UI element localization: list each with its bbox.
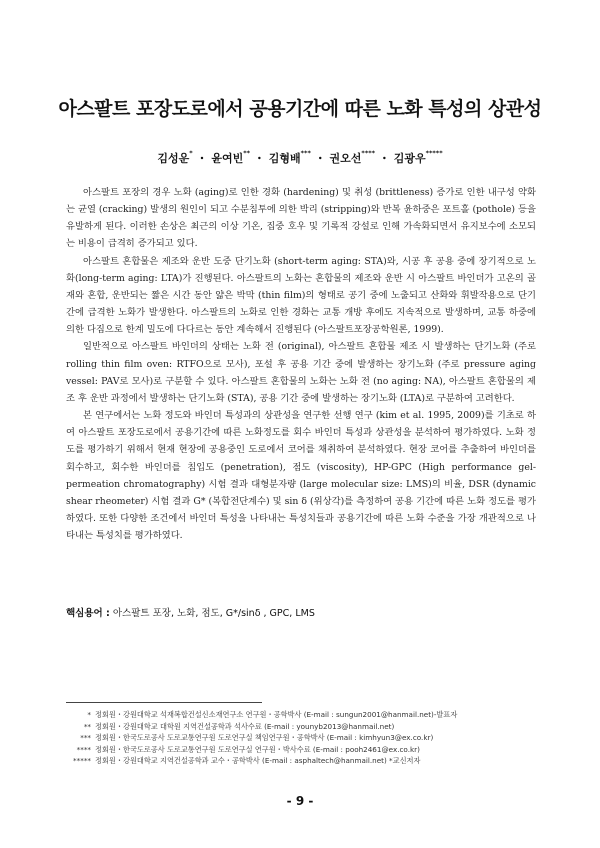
author-name: 김성운 bbox=[157, 152, 190, 165]
footnote-mark: * bbox=[87, 710, 91, 719]
footnote bbox=[66, 732, 546, 744]
footnote bbox=[66, 755, 546, 767]
author-separator: ・ bbox=[196, 152, 208, 165]
author-separator: ・ bbox=[253, 152, 265, 165]
footnotes bbox=[66, 709, 546, 767]
page-number: - 9 - bbox=[286, 794, 314, 808]
author-mark: ** bbox=[243, 149, 251, 157]
footnote-mark: **** bbox=[76, 744, 91, 754]
author-mark: **** bbox=[361, 149, 376, 157]
footnote-text: 정회원・강원대학교 대학원 지역건설공학과 석사수료 (E-mail : younyb2013@hanmail.net) bbox=[95, 721, 395, 731]
author-name: 김형배 bbox=[268, 152, 301, 165]
author-name: 윤여빈 bbox=[211, 152, 244, 165]
footnote bbox=[66, 709, 546, 721]
author-separator: ・ bbox=[314, 152, 326, 165]
keywords bbox=[66, 605, 536, 619]
body-paragraph: 본 연구에서는 노화 정도와 바인더 특성과의 상관성을 연구한 선행 연구 (kim et al. 1995, 2009)를 기초로 하여 아스팔트 포장도로에서 공용기간에 따른 노화정도를 회수 바인더 특성과 상관성을 분석하여 평가하였다. 노화 정도를 평가하기 위해서 현재 현장에 공용중인 도로에서 코어를 채취하여 분석하였다. 현장 코어를 추출하여 바인더를 회수하고, 회수한 바인더를 침입도 (penetration), 점도 (viscosity), HP-GPC (High performance gel-permeation chromatography) 시험 결과 대형분자량 (large molecular size: LMS)의 비율, DSR (dynamic shear rheometer) 시험 결과 G* (복합전단계수) 및 sin δ (위상각)를 측정하여 공용 기간에 따른 노화 정도를 평가하였다. 또한 다양한 조건에서 바인더 특성을 나타내는 특성치들과 공용기간에 따른 노화 수준을 가장 개관적으로 나타내는 특성치를 평가하였다. bbox=[66, 410, 536, 542]
footnote-mark: ***** bbox=[73, 756, 91, 766]
author-separator: ・ bbox=[378, 152, 390, 165]
body-paragraph: 일반적으로 아스팔트 바인더의 상태는 노화 전 (original), 아스팔트 혼합물 제조 시 발생하는 단기노화 (주로 rolling thin film oven: RTFO으로 모사), 포설 후 공용 기간 중에 발생하는 장기노화 (주로 pressure aging vessel: PAV로 모사)로 구분할 수 있다. 아스팔트 혼합물의 노화는 노화 전 (no aging: NA), 아스팔트 혼합물의 제조 후 운반 과정에서 발생하는 단기노화 (STA), 공용 기간 중에 발생하는 장기노화 (LTA)로 구분하여 고려한다. bbox=[66, 341, 536, 404]
keywords-label: 핵심용어 : bbox=[66, 608, 110, 619]
abstract-body bbox=[66, 184, 536, 544]
author-name: 김광우 bbox=[393, 152, 426, 165]
body-paragraph: 아스팔트 혼합물은 제조와 운반 도중 단기노화 (short-term aging: STA)와, 시공 후 공용 중에 장기적으로 노화(long-term aging: LTA)가 진행된다. 아스팔트의 노화는 혼합물의 제조와 운반 시 아스팔트 바인더가 고온의 골재와 혼합, 운반되는 짧은 시간 동안 얇은 박막 (thin film)의 형태로 공기 중에 노출되고 산화와 휘발작용으로 단기간에 급격한 노화가 발생한다. 아스팔트의 노화로 인한 경화는 교통 개방 후에도 지속적으로 발생하며, 교통 하중에 의한 다짐으로 한계 밀도에 다다르는 동안 계속해서 진행된다 (아스팔트포장공학원론, 1999). bbox=[66, 255, 536, 336]
author-mark: *** bbox=[300, 149, 311, 157]
footnote bbox=[66, 721, 546, 733]
footnote-text: 정회원・한국도로공사 도로교통연구원 도로연구실 책임연구원・공학박사 (E-mail : kimhyun3@ex.co.kr) bbox=[95, 733, 434, 743]
footnote-mark: ** bbox=[83, 721, 91, 731]
footnote-mark: *** bbox=[80, 733, 91, 743]
author-list bbox=[0, 150, 600, 166]
author-name: 권오선 bbox=[329, 152, 362, 165]
footnote-divider bbox=[66, 702, 262, 703]
footnote-text: 정회원・한국도로공사 도로교통연구원 도로연구실 연구원・박사수료 (E-mail : pooh2461@ex.co.kr) bbox=[95, 744, 420, 754]
footnote-text: 정회원・강원대학교 지역건설공학과 교수・공학박사 (E-mail : asphaltech@hanmail.net) *교신저자 bbox=[95, 756, 421, 766]
author-mark: ***** bbox=[425, 149, 443, 157]
author-mark: * bbox=[189, 149, 193, 157]
keywords-text: 아스팔트 포장, 노화, 점도, G*/sinδ , GPC, LMS bbox=[112, 608, 315, 619]
footnote bbox=[66, 744, 546, 756]
footnote-text: 정회원・강원대학교 석재복합건설신소재연구소 연구원・공학박사 (E-mail : sungun2001@hanmail.net)-발표자 bbox=[95, 710, 458, 719]
paper-title: 아스팔트 포장도로에서 공용기간에 따른 노화 특성의 상관성 bbox=[58, 98, 542, 120]
body-paragraph: 아스팔트 포장의 경우 노화 (aging)로 인한 경화 (hardening) 및 취성 (brittleness) 증가로 인한 내구성 약화는 균열 (cracking) 발생의 원인이 되고 수분침투에 의한 박리 (stripping)와 반복 윤하중은 포트홀 (pothole) 등을 유발하게 된다. 이러한 손상은 최근의 이상 기온, 집중 호우 및 기록적 강설로 인해 가속화되면서 유지보수에 소모되는 비용이 급격히 증가되고 있다. bbox=[66, 187, 536, 250]
